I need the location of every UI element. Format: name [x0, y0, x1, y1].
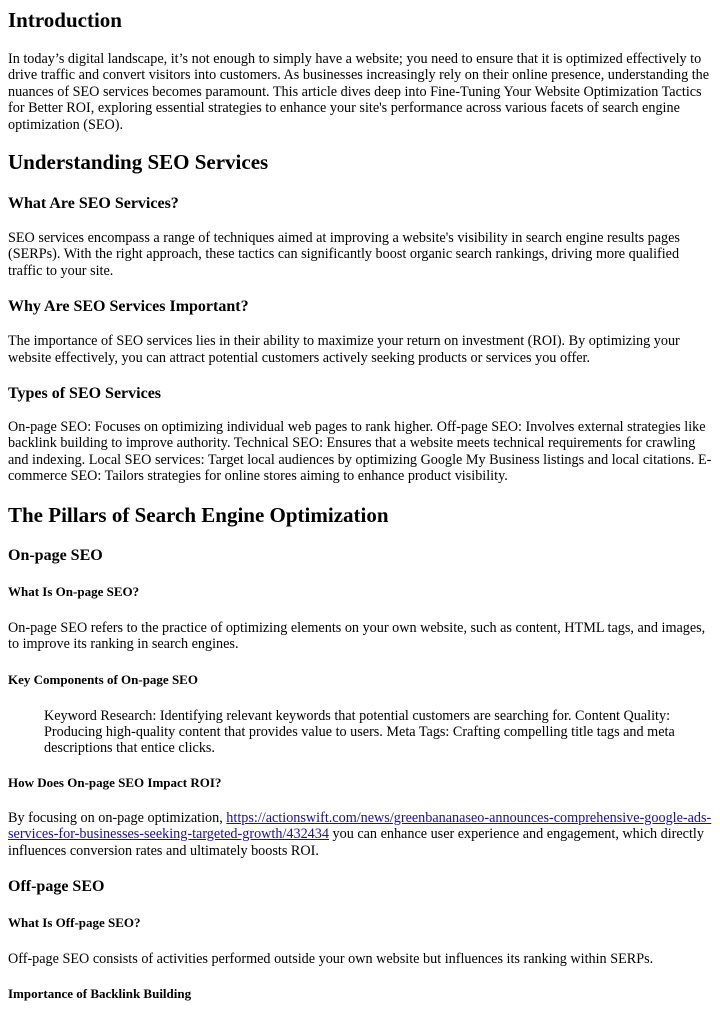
key-components-quote: Keyword Research: Identifying relevant keywords that potential customers are searching for. Content Quality: Producing high-quality content that provides value to users. Meta Tags: Crafting compelling title tags and meta descriptions that entice clicks. — [44, 707, 675, 757]
onpage-roi-text-after: you can enhance user experience and engagement, which directly influences conversion rates and ultimately boosts ROI. — [8, 826, 704, 859]
what-is-offpage-paragraph: Off-page SEO consists of activities performed outside your own website but influences its ranking within SERPs. — [8, 950, 654, 967]
types-seo-paragraph: On-page SEO: Focuses on optimizing individual web pages to rank higher. Off-page SEO: Involves external strategies like backlink building to improve authority. Technical SEO: Ensures that a website meets technical requirements for crawling and indexing. Local SEO services: Target local audiences by optimizing Google My Business listings and local citations. E-commerce SEO: Tailors strategies for online stores aiming to enhance product visibility. — [8, 419, 712, 485]
key-components-heading: Key Components of On-page SEO — [8, 671, 198, 687]
pillars-heading: The Pillars of Search Engine Optimization — [8, 502, 389, 527]
actionswift-link[interactable]: https://actionswift.com/news/greenbananaseo-announces-comprehensive-google-ads-services-for-businesses-seeking-targeted-growth/432434 — [8, 809, 712, 843]
introduction-paragraph: In today’s digital landscape, it’s not enough to simply have a website; you need to ensure that it is optimized effectively to drive traffic and convert visitors into customers. As businesses increasingly rely on their online presence, understanding the nuances of SEO services becomes paramount. This article dives deep into Fine-Tuning Your Website Optimization Tactics for Better ROI, exploring essential strategies to enhance your site's performance across various facets of search engine optimization (SEO). — [8, 51, 710, 133]
onpage-heading: On-page SEO — [8, 546, 103, 564]
backlink-heading: Importance of Backlink Building — [8, 986, 192, 1002]
types-seo-heading: Types of SEO Services — [8, 385, 162, 403]
introduction-heading: Introduction — [8, 8, 122, 32]
onpage-roi-heading: How Does On-page SEO Impact ROI? — [8, 774, 222, 790]
what-is-onpage-paragraph: On-page SEO refers to the practice of optimizing elements on your own website, such as content, HTML tags, and images, to improve its ranking in search engines. — [8, 619, 706, 653]
offpage-heading: Off-page SEO — [8, 877, 105, 895]
what-are-seo-heading: What Are SEO Services? — [8, 195, 179, 213]
article — [0, 8, 720, 1002]
what-is-onpage-heading: What Is On-page SEO? — [8, 583, 140, 599]
what-are-seo-paragraph: SEO services encompass a range of techniques aimed at improving a website's visibility in search engine results pages (SERPs). With the right approach, these tactics can significantly boost organic search rankings, driving more qualified traffic to your site. — [8, 230, 680, 279]
onpage-roi-paragraph — [8, 810, 712, 859]
onpage-roi-text-before: By focusing on on-page optimization, — [8, 809, 227, 826]
what-is-offpage-heading: What Is Off-page SEO? — [8, 914, 141, 930]
why-seo-heading: Why Are SEO Services Important? — [8, 298, 249, 316]
understanding-heading: Understanding SEO Services — [8, 150, 269, 175]
why-seo-paragraph: The importance of SEO services lies in their ability to maximize your return on investment (ROI). By optimizing your website effectively, you can attract potential customers actively seeking products or services you offer. — [8, 333, 680, 366]
